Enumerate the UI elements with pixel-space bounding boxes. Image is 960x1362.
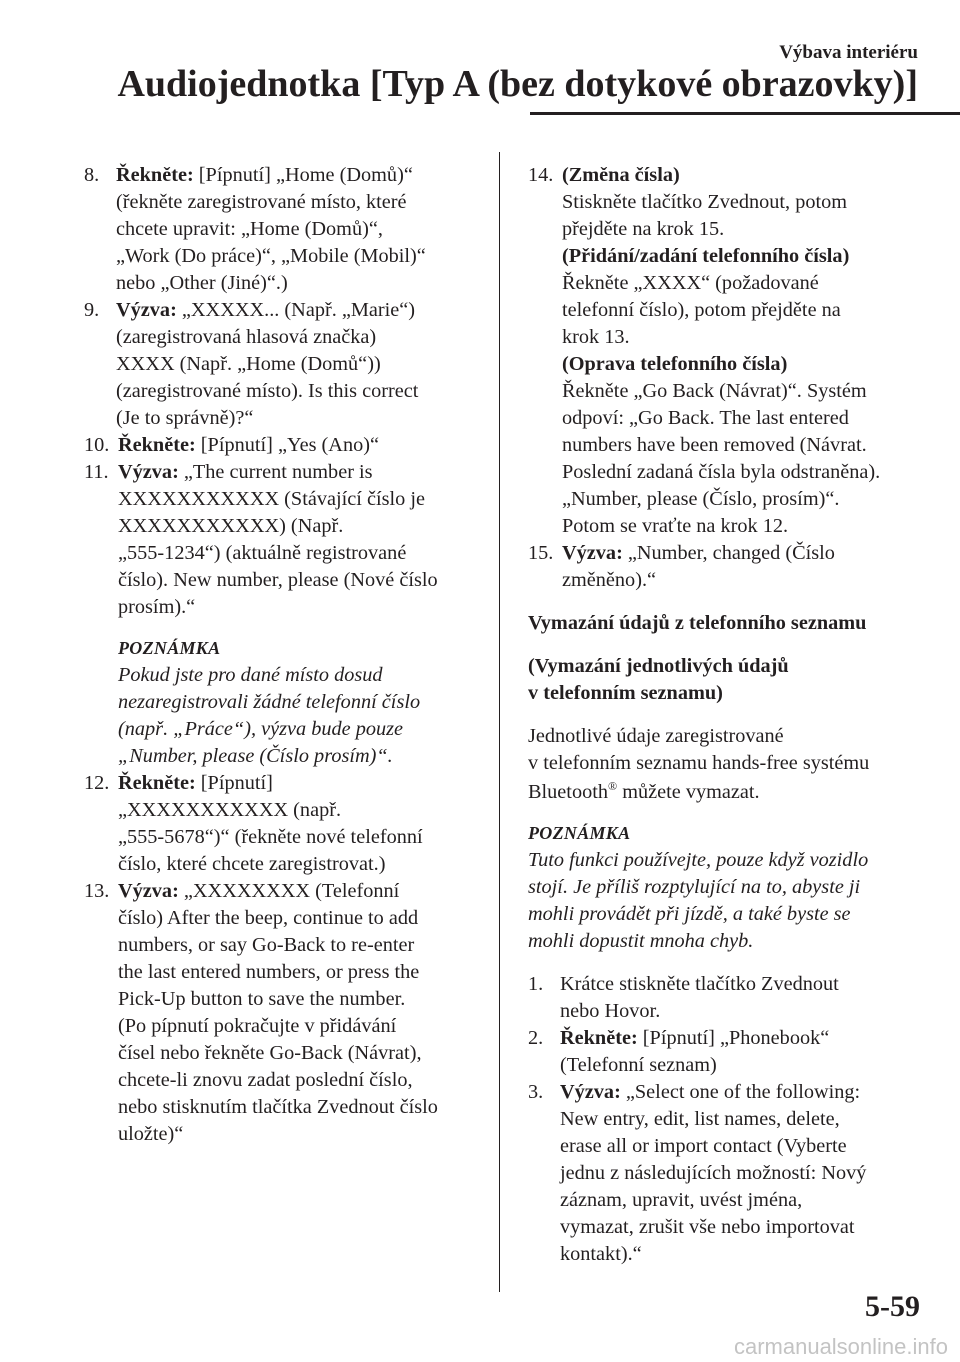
step-text: prosím).“ — [118, 596, 196, 618]
step-text: „XXXXXXXXXXX (např. — [118, 799, 342, 821]
step-number: 3. — [528, 1081, 544, 1103]
note-box — [84, 635, 484, 770]
step-number: 10. — [84, 434, 110, 456]
step-text: numbers, or say Go-Back to re-enter — [118, 934, 415, 956]
registered-mark: ® — [608, 779, 618, 793]
step-number: 9. — [84, 299, 100, 321]
page-title: Audiojednotka [Typ A (bez dotykové obrazovky)] — [117, 63, 918, 105]
step-number: 13. — [84, 880, 110, 902]
step-number: 2. — [528, 1027, 544, 1049]
step-text: „555-5678“)“ (řekněte nové telefonní — [118, 826, 423, 848]
subsection-heading: v telefonním seznamu) — [528, 682, 723, 704]
step-10 — [84, 432, 484, 459]
step-text: číslo, které chcete zaregistrovat.) — [118, 853, 386, 875]
step-text: odpoví: „Go Back. The last entered — [562, 407, 849, 429]
step-text: nebo stisknutím tlačítka Zvednout číslo — [118, 1096, 438, 1118]
header-rule — [530, 112, 960, 115]
step-text: „Work (Do práce)“, „Mobile (Mobil)“ — [116, 245, 426, 267]
step-number: 1. — [528, 973, 544, 995]
left-column — [84, 162, 484, 1148]
step-text: „The current number is — [178, 461, 373, 483]
step-12 — [84, 770, 484, 878]
delete-step-3 — [528, 1079, 928, 1268]
step-text: XXXXXXXXXXX (Stávající číslo je — [118, 488, 425, 510]
step-text: nebo „Other (Jiné)“.) — [116, 272, 288, 294]
step-text: Řekněte „Go Back (Návrat)“. Systém — [562, 380, 867, 402]
note-text: mohli dopustit mnoha chyb. — [528, 930, 754, 952]
step-text: „Number, changed (Číslo — [622, 542, 835, 564]
step-text: (zaregistrovaná hlasová značka) — [116, 326, 377, 348]
step-8 — [84, 162, 484, 297]
step-text: Potom se vraťte na krok 12. — [562, 515, 789, 537]
paragraph-text: Bluetooth — [528, 781, 608, 803]
step-number: 11. — [84, 461, 109, 483]
delete-step-2 — [528, 1025, 928, 1079]
step-text: Řekněte „XXXX“ (požadované — [562, 272, 819, 294]
step-text: (Po pípnutí pokračujte v přidávání — [118, 1015, 397, 1037]
step-text: „555-1234“) (aktuálně registrované — [118, 542, 407, 564]
step-text: změněno).“ — [562, 569, 657, 591]
section-label: Výbava interiéru — [779, 42, 918, 63]
step-text: „Number, please (Číslo, prosím)“. — [562, 488, 840, 510]
note-text: Pokud jste pro dané místo dosud — [118, 664, 383, 686]
step-text: chcete-li znovu zadat poslední číslo, — [118, 1069, 413, 1091]
step-label: Výzva: — [560, 1081, 621, 1103]
step-14 — [528, 162, 928, 540]
step-text: New entry, edit, list names, delete, — [560, 1108, 840, 1130]
paragraph-text: Jednotlivé údaje zaregistrované — [528, 725, 784, 747]
note-box — [528, 820, 928, 955]
note-text: nezaregistrovali žádné telefonní číslo — [118, 691, 421, 713]
option-heading: (Oprava telefonního čísla) — [562, 353, 788, 375]
step-text: Stiskněte tlačítko Zvednout, potom — [562, 191, 848, 213]
step-label: Výzva: — [116, 299, 177, 321]
option-heading: (Změna čísla) — [562, 164, 680, 186]
step-text: [Pípnutí] „Phonebook“ — [637, 1027, 830, 1049]
step-text: (zaregistrované místo). Is this correct — [116, 380, 419, 402]
column-divider — [499, 152, 500, 1292]
note-text: „Number, please (Číslo prosím)“. — [118, 745, 393, 767]
step-text: uložte)“ — [118, 1123, 184, 1145]
step-text: (Je to správně)?“ — [116, 407, 254, 429]
paragraph-text: v telefonním seznamu hands-free systému — [528, 752, 870, 774]
note-text: mohli provádět při jízdě, a také byste se — [528, 903, 851, 925]
step-text: (řekněte zaregistrované místo, které — [116, 191, 407, 213]
step-label: Výzva: — [118, 461, 179, 483]
step-label: Řekněte: — [118, 434, 196, 456]
note-heading: POZNÁMKA — [528, 823, 631, 843]
step-label: Výzva: — [118, 880, 179, 902]
step-text: telefonní číslo), potom přejděte na — [562, 299, 841, 321]
step-text: číslo) After the beep, continue to add — [118, 907, 419, 929]
step-text: the last entered numbers, or press the — [118, 961, 420, 983]
step-text: numbers have been removed (Návrat. — [562, 434, 867, 456]
subsection-heading: (Vymazání jednotlivých údajů — [528, 655, 789, 677]
step-text: nebo Hovor. — [560, 1000, 661, 1022]
step-text: jednu z následujících možností: Nový — [560, 1162, 867, 1184]
step-label: Řekněte: — [560, 1027, 638, 1049]
step-label: Výzva: — [562, 542, 623, 564]
step-label: Řekněte: — [116, 164, 194, 186]
paragraph-text: můžete vymazat. — [617, 781, 760, 803]
step-text: XXXX (Např. „Home (Domů“)) — [116, 353, 381, 375]
step-text: [Pípnutí] — [195, 772, 273, 794]
delete-step-1 — [528, 971, 928, 1025]
step-text: [Pípnutí] „Yes (Ano)“ — [195, 434, 379, 456]
step-number: 8. — [84, 164, 100, 186]
step-text: erase all or import contact (Vyberte — [560, 1135, 847, 1157]
step-text: krok 13. — [562, 326, 630, 348]
step-number: 15. — [528, 542, 554, 564]
paragraph — [528, 723, 928, 806]
right-column — [528, 162, 928, 1268]
page-number: 5-59 — [865, 1290, 920, 1323]
step-number: 14. — [528, 164, 554, 186]
step-text: přejděte na krok 15. — [562, 218, 725, 240]
step-text: kontakt).“ — [560, 1243, 642, 1265]
step-text: záznam, upravit, uvést jména, — [560, 1189, 803, 1211]
step-text: chcete upravit: „Home (Domů)“, — [116, 218, 383, 240]
step-text: číslo). New number, please (Nové číslo — [118, 569, 438, 591]
step-text: Pick-Up button to save the number. — [118, 988, 406, 1010]
step-text: „XXXXXXXX (Telefonní — [178, 880, 400, 902]
step-text: „Select one of the following: — [620, 1081, 861, 1103]
step-9 — [84, 297, 484, 432]
step-number: 12. — [84, 772, 110, 794]
note-text: (např. „Práce“), výzva bude pouze — [118, 718, 404, 740]
step-11 — [84, 459, 484, 621]
step-15 — [528, 540, 928, 594]
step-label: Řekněte: — [118, 772, 196, 794]
step-text: Poslední zadaná čísla byla odstraněna). — [562, 461, 881, 483]
note-text: Tuto funkci používejte, pouze když vozidlo — [528, 849, 869, 871]
step-text: Krátce stiskněte tlačítko Zvednout — [560, 973, 839, 995]
step-text: „XXXXX... (Např. „Marie“) — [176, 299, 416, 321]
step-text: vymazat, zrušit vše nebo importovat — [560, 1216, 855, 1238]
step-13 — [84, 878, 484, 1148]
watermark: carmanualsonline.info — [733, 1334, 948, 1359]
section-heading: Vymazání údajů z telefonního seznamu — [528, 612, 867, 634]
step-text: XXXXXXXXXXX) (Např. — [118, 515, 344, 537]
option-heading: (Přidání/zadání telefonního čísla) — [562, 245, 850, 267]
step-text: [Pípnutí] „Home (Domů)“ — [193, 164, 413, 186]
note-text: stojí. Je příliš rozptylující na to, abyste ji — [528, 876, 861, 898]
note-heading: POZNÁMKA — [118, 638, 221, 658]
step-text: (Telefonní seznam) — [560, 1054, 717, 1076]
step-text: čísel nebo řekněte Go-Back (Návrat), — [118, 1042, 422, 1064]
